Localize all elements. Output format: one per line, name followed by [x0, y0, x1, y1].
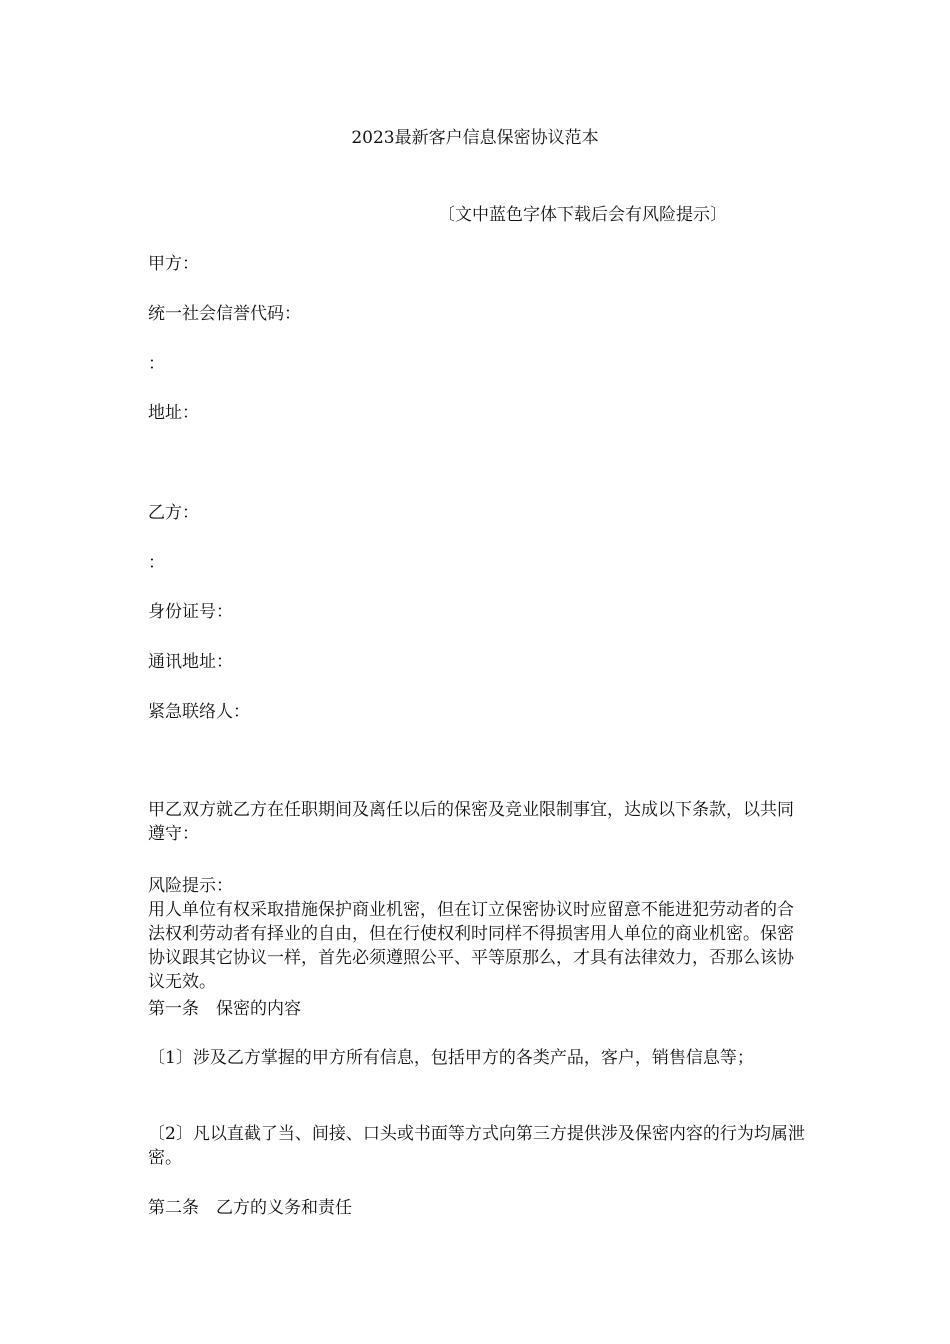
- article1-item-1: 〔1〕涉及乙方掌握的甲方所有信息，包括甲方的各类产品，客户，销售信息等；: [148, 1048, 754, 1068]
- party-b-label: 乙方：: [148, 503, 199, 523]
- id-number-label: 身份证号：: [148, 602, 233, 622]
- party-a-contact-label: ：: [148, 354, 165, 374]
- risk-heading: 风险提示：: [148, 876, 233, 896]
- emergency-contact-label: 紧急联络人：: [148, 702, 250, 722]
- intro-paragraph: 甲乙双方就乙方在任职期间及离任以后的保密及竞业限制事宜，达成以下条款，以共同遵守：: [148, 800, 794, 844]
- article1-item-2: 〔2〕凡以直截了当、间接、口头或书面等方式向第三方提供涉及保密内容的行为均属泄密。: [148, 1124, 805, 1168]
- article2-heading: 第二条 乙方的义务和责任: [148, 1198, 352, 1218]
- risk-note: 〔文中蓝色字体下载后会有风险提示〕: [438, 205, 727, 225]
- credit-code-label: 统一社会信誉代码：: [148, 304, 301, 324]
- article1-heading: 第一条 保密的内容: [148, 999, 301, 1019]
- risk-body: 用人单位有权采取措施保护商业机密，但在订立保密协议时应留意不能进犯劳动者的合法权利劳动者有择业的自由，但在行使权利时同样不得损害用人单位的商业机密。保密协议跟其它协议一样，首先必须遵照公平、平等原那么，才具有法律效力，否那么该协议无效。: [148, 900, 794, 992]
- risk-section: [148, 874, 808, 994]
- mail-address-label: 通讯地址：: [148, 652, 233, 672]
- party-b-contact-label: ：: [148, 553, 165, 573]
- party-a-address-label: 地址：: [148, 403, 199, 423]
- document-title: 2023最新客户信息保密协议范本: [351, 128, 599, 148]
- party-a-label: 甲方：: [148, 254, 199, 274]
